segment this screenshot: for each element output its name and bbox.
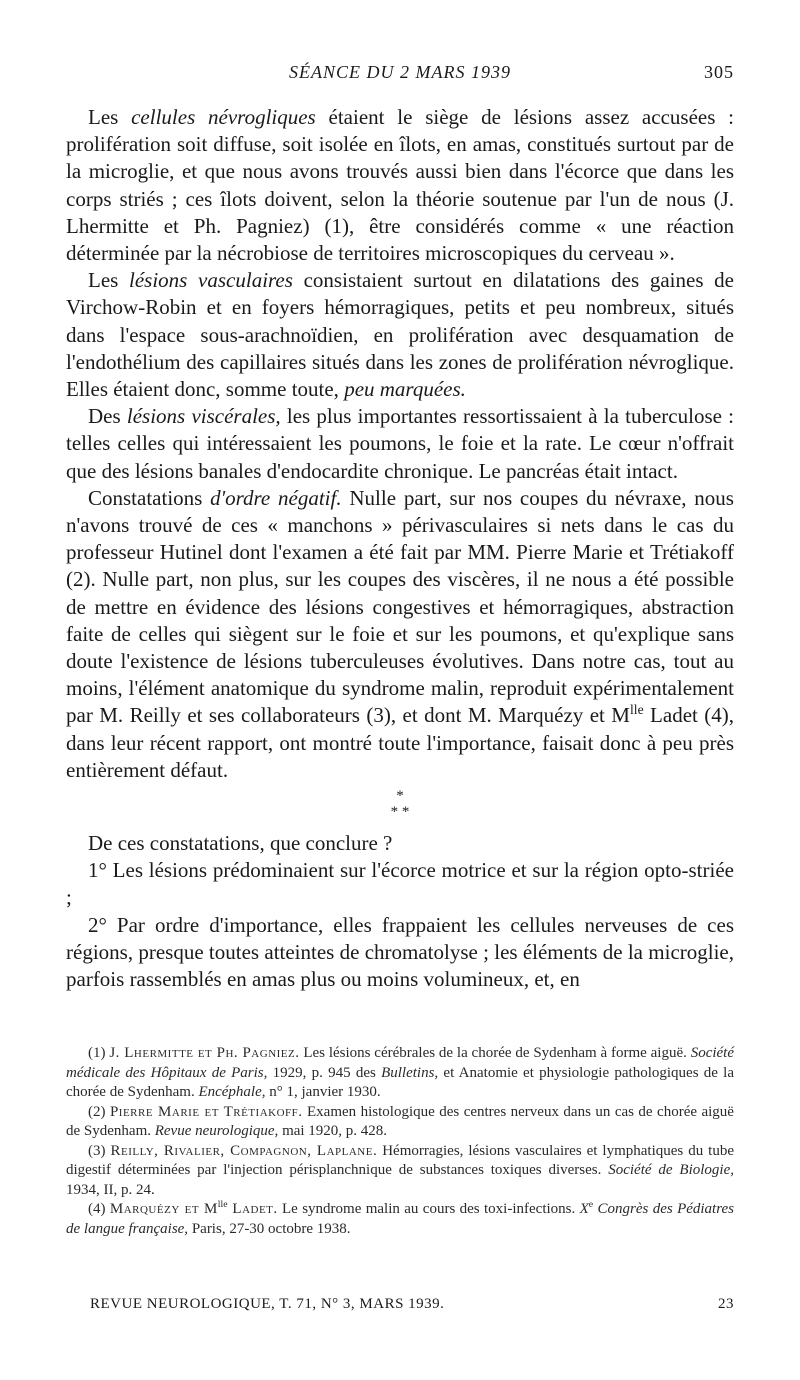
paragraph-glial-cells: Les cellules névrogliques étaient le siège de lésions assez accusées : prolifération soit diffuse, soit isolée en îlots, en amas, constitués surtout par de la microglie, et que nous avons trouvés aussi bien dans l'écorce que dans les corps striés ; ces îlots doivent, selon la théorie soutenue par l'un de nous (J. Lhermitte et Ph. Pagniez) (1), être considérés comme « une réaction déterminée par la nécrobiose de territoires microscopiques du cerveau ». bbox=[66, 105, 734, 266]
footnotes bbox=[66, 1044, 734, 1239]
paragraph-negative-findings: Constatations d'ordre négatif. Nulle part, sur nos coupes du névraxe, nous n'avons trouvé de ces « manchons » périvasculaires si nets dans le cas du professeur Hutinel dont l'examen a été fait par MM. Pierre Marie et Trétiakoff (2). Nulle part, non plus, sur les coupes des viscères, il ne nous a été possible de mettre en évidence des lésions congestives et hémorragiques, abstraction faite de celles qui siègent sur le foie et sur les poumons, et qu'explique sans doute l'existence de lésions tuberculeuses évolutives. Dans notre cas, tout au moins, l'élément anatomique du syndrome malin, reproduit expérimentalement par M. Reilly et ses collaborateurs (3), et dont M. Marquézy et $M^{lle}$ Ladet (4), dans leur récent rapport, ont montré toute l'importance, faisait donc à peu près entièrement défaut. bbox=[66, 485, 735, 782]
section-separator: * * * bbox=[390, 788, 410, 821]
journal-citation: REVUE NEUROLOGIQUE, T. 71, N° 3, MARS 1939. bbox=[90, 1296, 445, 1312]
paragraph-conclusion-2: 2° Par ordre d'importance, elles frappaient les cellules nerveuses de ces régions, presque toutes atteintes de chromatolyse ; les éléments de la microglie, parfois rassemblés en amas plus ou moins volumineux, et, en bbox=[66, 912, 734, 992]
emphasis-term: lésions vasculaires bbox=[129, 268, 293, 293]
paragraph-visceral-lesions: Des lésions viscérales, les plus importantes ressortissaient à la tuberculose : telles celles qui intéressaient les poumons, le foie et la rate. Le cœur n'offrait que des lésions banales d'endocardite chronique. Le pancréas était intact. bbox=[66, 404, 734, 483]
emphasis-term: d'ordre négatif. bbox=[210, 485, 342, 510]
footnote-3: (3) Reilly, Rivalier, Compagnon, Laplane. Hémorragies, lésions vasculaires et lymphatiques du tube digestif déterminées par l'injection périsplanchnique de substances toxiques diverses. Société de Biologie, 1934, II, p. 24. bbox=[66, 1142, 735, 1198]
signature-mark: 23 bbox=[718, 1296, 734, 1312]
emphasis-term: lésions viscérales, bbox=[126, 404, 281, 429]
footnote-1: (1) J. Lhermitte et Ph. Pagniez. Les lésions cérébrales de la chorée de Sydenham à forme aiguë. Société médicale des Hôpitaux de Paris, 1929, p. 945 des Bulletins, et Anatomie et physiologie pathologiques de la chorée de Sydenham. Encéphale, n° 1, janvier 1930. bbox=[66, 1045, 735, 1100]
emphasis-term: cellules névrogliques bbox=[131, 105, 316, 129]
paragraph-vascular-lesions: Les lésions vasculaires consistaient surtout en dilatations des gaines de Virchow-Robin et en foyers hémorragiques, petits et peu nombreux, situés dans l'espace sous-arachnoïdien, en prolifération avec desquamation de l'endothélium des capillaires situés dans les zones de prolifération névroglique. Elles étaient donc, somme toute, peu marquées. bbox=[66, 268, 734, 402]
article-body bbox=[66, 104, 734, 993]
running-header bbox=[66, 62, 734, 92]
footnote-2: (2) Pierre Marie et Trétiakoff. Examen histologique des centres nerveux dans un cas de chorée aiguë de Sydenham. Revue neurologique, mai 1920, p. 428. bbox=[66, 1103, 734, 1139]
footnote-4: (4) Marquézy et $M^{lle}$ Ladet. Le syndrome malin au cours des toxi-infections. Xe Congrès des Pédiatres de langue française, Paris, 27-30 octobre 1938. bbox=[66, 1199, 734, 1237]
emphasis-term: peu marquées. bbox=[344, 377, 466, 402]
paragraph-conclusion-1: 1° Les lésions prédominaient sur l'écorce motrice et sur la région opto-striée ; bbox=[66, 858, 734, 910]
running-title: SÉANCE DU 2 MARS 1939 bbox=[289, 62, 511, 82]
page-number: 305 bbox=[704, 62, 734, 82]
paragraph-conclusion-intro: De ces constatations, que conclure ? bbox=[88, 831, 393, 856]
